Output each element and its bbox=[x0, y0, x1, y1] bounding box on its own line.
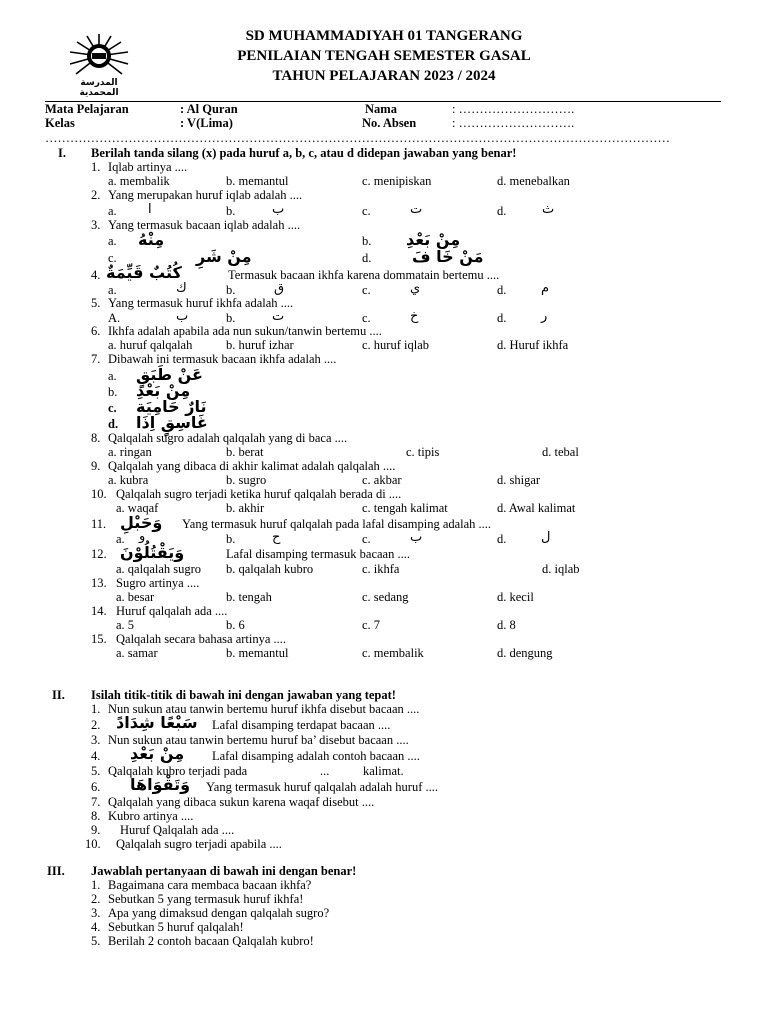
q6-number: 6. bbox=[91, 324, 101, 338]
section3-number: III. bbox=[47, 864, 65, 878]
q8-option-c[interactable]: c. tipis bbox=[406, 445, 440, 459]
q3-option-a[interactable]: a. bbox=[108, 234, 117, 248]
q10-number: 10. bbox=[91, 487, 107, 501]
q6-option-c[interactable]: c. huruf iqlab bbox=[362, 338, 429, 352]
s2-q4-text: Lafal disamping adalah contoh bacaan .... bbox=[212, 749, 420, 763]
q13-text: Sugro artinya .... bbox=[116, 576, 200, 590]
s2-q8-text: Kubro artinya .... bbox=[108, 809, 194, 823]
q12-option-b[interactable]: b. qalqalah kubro bbox=[226, 562, 314, 576]
s2-q10-number: 10. bbox=[85, 837, 101, 851]
q12-text: Lafal disamping termasuk bacaan .... bbox=[226, 547, 410, 561]
q11-option-a[interactable]: a. bbox=[116, 532, 125, 546]
q5-option-d-arabic: ر bbox=[541, 309, 548, 324]
q3-text: Yang termasuk bacaan iqlab adalah .... bbox=[108, 218, 301, 232]
q4-option-c-arabic: ي bbox=[410, 281, 421, 296]
q15-text: Qalqalah secara bahasa artinya .... bbox=[116, 632, 287, 646]
s3-q2-number: 2. bbox=[91, 892, 101, 906]
q4-option-d-arabic: م bbox=[541, 281, 550, 296]
q10-text: Qalqalah sugro terjadi ketika huruf qalqalah berada di .... bbox=[116, 487, 402, 501]
q14-option-c[interactable]: c. 7 bbox=[362, 618, 381, 632]
q8-text: Qalqalah sugro adalah qalqalah yang di baca .... bbox=[108, 431, 348, 445]
q12-option-d[interactable]: d. iqlab bbox=[542, 562, 580, 576]
s3-q3-number: 3. bbox=[91, 906, 101, 920]
q14-option-a[interactable]: a. 5 bbox=[116, 618, 135, 632]
q3-option-d[interactable]: d. bbox=[362, 251, 372, 265]
q13-number: 13. bbox=[91, 576, 107, 590]
q10-option-d[interactable]: d. Awal kalimat bbox=[497, 501, 576, 515]
s2-q5-blank: ... bbox=[320, 764, 330, 778]
q3-option-d-arabic: مَنْ خَا فَ bbox=[412, 247, 484, 266]
s2-q9-number: 9. bbox=[91, 823, 101, 837]
q2-option-d-arabic: ث bbox=[542, 202, 555, 217]
q5-option-a-arabic: ب bbox=[176, 309, 189, 324]
s2-q5-text: Qalqalah kubro terjadi pada bbox=[108, 764, 248, 778]
q2-option-b[interactable]: b. bbox=[226, 204, 236, 218]
section3-title: Jawablah pertanyaan di bawah ini dengan benar! bbox=[91, 864, 357, 878]
exam-title: PENILAIAN TENGAH SEMESTER GASAL bbox=[237, 48, 531, 64]
s3-q4-number: 4. bbox=[91, 920, 101, 934]
dotted-divider: …………………………………………………………………………………………………………………………………… bbox=[45, 131, 670, 145]
absen-label: No. Absen bbox=[362, 116, 417, 130]
q9-option-d[interactable]: d. shigar bbox=[497, 473, 541, 487]
q1-text: Iqlab artinya .... bbox=[108, 160, 188, 174]
section1-number: I. bbox=[58, 146, 66, 160]
q1-option-d[interactable]: d. menebalkan bbox=[497, 174, 570, 188]
q8-number: 8. bbox=[91, 431, 101, 445]
q2-number: 2. bbox=[91, 188, 101, 202]
s3-q1-text: Bagaimana cara membaca bacaan ikhfa? bbox=[108, 878, 312, 892]
q15-number: 15. bbox=[91, 632, 107, 646]
q4-option-a[interactable]: a. bbox=[108, 283, 117, 297]
q12-option-a[interactable]: a. qalqalah sugro bbox=[116, 562, 202, 576]
q15-option-d[interactable]: d. dengung bbox=[497, 646, 553, 660]
q2-option-b-arabic: ب bbox=[272, 202, 285, 217]
q6-option-d[interactable]: d. Huruf ikhfa bbox=[497, 338, 569, 352]
q15-option-b[interactable]: b. memantul bbox=[226, 646, 289, 660]
q5-option-b-arabic: ت bbox=[272, 309, 285, 324]
s2-q1-text: Nun sukun atau tanwin bertemu huruf ikhfa disebut bacaan .... bbox=[108, 702, 420, 716]
q9-text: Qalqalah yang dibaca di akhir kalimat adalah qalqalah .... bbox=[108, 459, 396, 473]
s3-q1-number: 1. bbox=[91, 878, 101, 892]
s2-q2-number: 2. bbox=[91, 718, 101, 732]
q1-option-a[interactable]: a. membalik bbox=[108, 174, 170, 188]
q5-text: Yang termasuk huruf ikhfa adalah .... bbox=[108, 296, 294, 310]
s2-q6-number: 6. bbox=[91, 780, 101, 794]
s2-q3-text: Nun sukun atau tanwin bertemu huruf ba’ disebut bacaan .... bbox=[108, 733, 409, 747]
q6-option-b[interactable]: b. huruf izhar bbox=[226, 338, 294, 352]
q7-text: Dibawah ini termasuk bacaan ikhfa adalah .... bbox=[108, 352, 337, 366]
q9-option-a[interactable]: a. kubra bbox=[108, 473, 149, 487]
q3-option-b-arabic: مِنْ بَعْدِ bbox=[406, 230, 461, 249]
mapel-label: Mata Pelajaran bbox=[45, 102, 129, 116]
q4-option-b[interactable]: b. bbox=[226, 283, 236, 297]
s2-q7-number: 7. bbox=[91, 795, 101, 809]
s2-q10-text: Qalqalah sugro terjadi apabila .... bbox=[116, 837, 282, 851]
q7-option-d-arabic: غَاسِقٍ اِذَا bbox=[136, 413, 208, 432]
q14-option-b[interactable]: b. 6 bbox=[226, 618, 245, 632]
q13-option-d[interactable]: d. kecil bbox=[497, 590, 534, 604]
q10-option-a[interactable]: a. waqaf bbox=[116, 501, 159, 515]
q4-option-b-arabic: ق bbox=[274, 281, 285, 296]
q12-option-c[interactable]: c. ikhfa bbox=[362, 562, 400, 576]
q6-option-a[interactable]: a. huruf qalqalah bbox=[108, 338, 193, 352]
s2-q6-arabic: وَتَقْوَاهَا bbox=[130, 775, 191, 794]
q5-option-b[interactable]: b. bbox=[226, 311, 236, 325]
q13-option-c[interactable]: c. sedang bbox=[362, 590, 409, 604]
q11-arabic: وَحَبْلِ bbox=[120, 513, 163, 532]
q2-option-a[interactable]: a. bbox=[108, 204, 117, 218]
s3-q5-text: Berilah 2 contoh bacaan Qalqalah kubro! bbox=[108, 934, 314, 948]
q7-option-a[interactable]: a. bbox=[108, 369, 117, 383]
s2-q8-number: 8. bbox=[91, 809, 101, 823]
q2-text: Yang merupakan huruf iqlab adalah .... bbox=[108, 188, 303, 202]
q4-text: Termasuk bacaan ikhfa karena dommatain bertemu .... bbox=[228, 268, 500, 282]
q4-number: 4. bbox=[91, 268, 101, 282]
q5-number: 5. bbox=[91, 296, 101, 310]
s2-q4-arabic: مِنْ بَعْدِ bbox=[130, 744, 185, 763]
q14-text: Huruf qalqalah ada .... bbox=[116, 604, 228, 618]
q11-option-b-arabic: ح bbox=[272, 530, 281, 545]
q7-option-d[interactable]: d. bbox=[108, 417, 119, 431]
q8-option-a[interactable]: a. ringan bbox=[108, 445, 152, 459]
s3-q3-text: Apa yang dimaksud dengan qalqalah sugro? bbox=[108, 906, 330, 920]
q3-option-c[interactable]: c. bbox=[108, 251, 117, 265]
q1-option-c[interactable]: c. menipiskan bbox=[362, 174, 432, 188]
q7-number: 7. bbox=[91, 352, 101, 366]
q11-option-a-arabic: و bbox=[139, 529, 146, 544]
q3-option-b[interactable]: b. bbox=[362, 234, 372, 248]
s2-q7-text: Qalqalah yang dibaca sukun karena waqaf disebut .... bbox=[108, 795, 375, 809]
q4-option-a-arabic: ك bbox=[176, 281, 187, 296]
q4-option-d[interactable]: d. bbox=[497, 283, 507, 297]
q12-arabic: وَيَقْتُلُوْنَ bbox=[120, 543, 185, 562]
q13-option-a[interactable]: a. besar bbox=[116, 590, 155, 604]
s2-q2-arabic: سَبْعًا شِدَادً bbox=[116, 713, 198, 732]
q11-number: 11. bbox=[91, 517, 107, 531]
q11-option-c-arabic: ب bbox=[410, 530, 423, 545]
section1-title: Berilah tanda silang (x) pada huruf a, b, c, atau d didepan jawaban yang benar! bbox=[91, 146, 517, 160]
logo-caption: المدرسة المحمدية bbox=[79, 78, 119, 98]
q5-option-a[interactable]: A. bbox=[108, 311, 121, 325]
kelas-label: Kelas bbox=[45, 116, 75, 130]
q9-number: 9. bbox=[91, 459, 101, 473]
s3-q2-text: Sebutkan 5 yang termasuk huruf ikhfa! bbox=[108, 892, 304, 906]
q1-number: 1. bbox=[91, 160, 101, 174]
q14-option-d[interactable]: d. 8 bbox=[497, 618, 516, 632]
q4-arabic: كُتُبٌ قَيِّمَةٌ bbox=[106, 263, 182, 282]
q8-option-b[interactable]: b. berat bbox=[226, 445, 264, 459]
q9-option-b[interactable]: b. sugro bbox=[226, 473, 267, 487]
q11-option-d[interactable]: d. bbox=[497, 532, 507, 546]
q10-option-c[interactable]: c. tengah kalimat bbox=[362, 501, 448, 515]
q3-number: 3. bbox=[91, 218, 101, 232]
q11-text: Yang termasuk huruf qalqalah pada lafal disamping adalah .... bbox=[182, 517, 492, 531]
s2-q5-number: 5. bbox=[91, 764, 101, 778]
q11-option-b[interactable]: b. bbox=[226, 532, 236, 546]
q2-option-c[interactable]: c. bbox=[362, 204, 371, 218]
q7-option-a-arabic: عَنْ طَبَقٍ bbox=[136, 365, 203, 384]
s2-q2-text: Lafal disamping terdapat bacaan .... bbox=[212, 718, 391, 732]
q1-option-b[interactable]: b. memantul bbox=[226, 174, 289, 188]
mapel-value: : Al Quran bbox=[180, 102, 238, 116]
q6-text: Ikhfa adalah apabila ada nun sukun/tanwin bertemu .... bbox=[108, 324, 382, 338]
q13-option-b[interactable]: b. tengah bbox=[226, 590, 272, 604]
q5-option-d[interactable]: d. bbox=[497, 311, 507, 325]
q14-number: 14. bbox=[91, 604, 107, 618]
q5-option-c-arabic: خ bbox=[410, 309, 419, 324]
s3-q4-text: Sebutkan 5 huruf qalqalah! bbox=[108, 920, 244, 934]
q8-option-d[interactable]: d. tebal bbox=[542, 445, 579, 459]
section2-title: Isilah titik-titik di bawah ini dengan jawaban yang tepat! bbox=[91, 688, 396, 702]
q11-option-c[interactable]: c. bbox=[362, 532, 371, 546]
q2-option-c-arabic: ت bbox=[410, 202, 423, 217]
q3-option-a-arabic: مِنْهُ bbox=[138, 230, 165, 249]
nama-field[interactable]: : ………………………. bbox=[452, 102, 575, 116]
q5-option-c[interactable]: c. bbox=[362, 311, 371, 325]
q10-option-b[interactable]: b. akhir bbox=[226, 501, 265, 515]
nama-label: Nama bbox=[365, 102, 397, 116]
q15-option-c[interactable]: c. membalik bbox=[362, 646, 424, 660]
q11-option-d-arabic: ل bbox=[541, 530, 551, 545]
q3-option-c-arabic: مِنْ شَرِ bbox=[196, 247, 252, 266]
s3-q5-number: 5. bbox=[91, 934, 101, 948]
s2-q6-text: Yang termasuk huruf qalqalah adalah huruf .... bbox=[206, 780, 439, 794]
academic-year: TAHUN PELAJARAN 2023 / 2024 bbox=[272, 68, 496, 84]
q9-option-c[interactable]: c. akbar bbox=[362, 473, 402, 487]
q4-option-c[interactable]: c. bbox=[362, 283, 371, 297]
absen-field[interactable]: : ………………………. bbox=[452, 116, 575, 130]
kelas-value: : V(Lima) bbox=[180, 116, 233, 130]
q15-option-a[interactable]: a. samar bbox=[116, 646, 158, 660]
q7-option-b[interactable]: b. bbox=[108, 385, 118, 399]
s2-q1-number: 1. bbox=[91, 702, 101, 716]
s2-q5-text-end: kalimat. bbox=[363, 764, 404, 778]
school-name: SD MUHAMMADIYAH 01 TANGERANG bbox=[245, 28, 523, 44]
q2-option-a-arabic: ا bbox=[148, 202, 152, 217]
s2-q4-number: 4. bbox=[91, 749, 101, 763]
q2-option-d[interactable]: d. bbox=[497, 204, 507, 218]
q7-option-c-arabic: نَارٌ حَامِيَة bbox=[136, 397, 207, 416]
q7-option-b-arabic: مِنْ بَعْدِ bbox=[136, 381, 191, 400]
s2-q3-number: 3. bbox=[91, 733, 101, 747]
q7-option-c[interactable]: c. bbox=[108, 401, 117, 415]
q12-number: 12. bbox=[91, 547, 107, 561]
section2-number: II. bbox=[52, 688, 65, 702]
s2-q9-text: Huruf Qalqalah ada .... bbox=[120, 823, 235, 837]
